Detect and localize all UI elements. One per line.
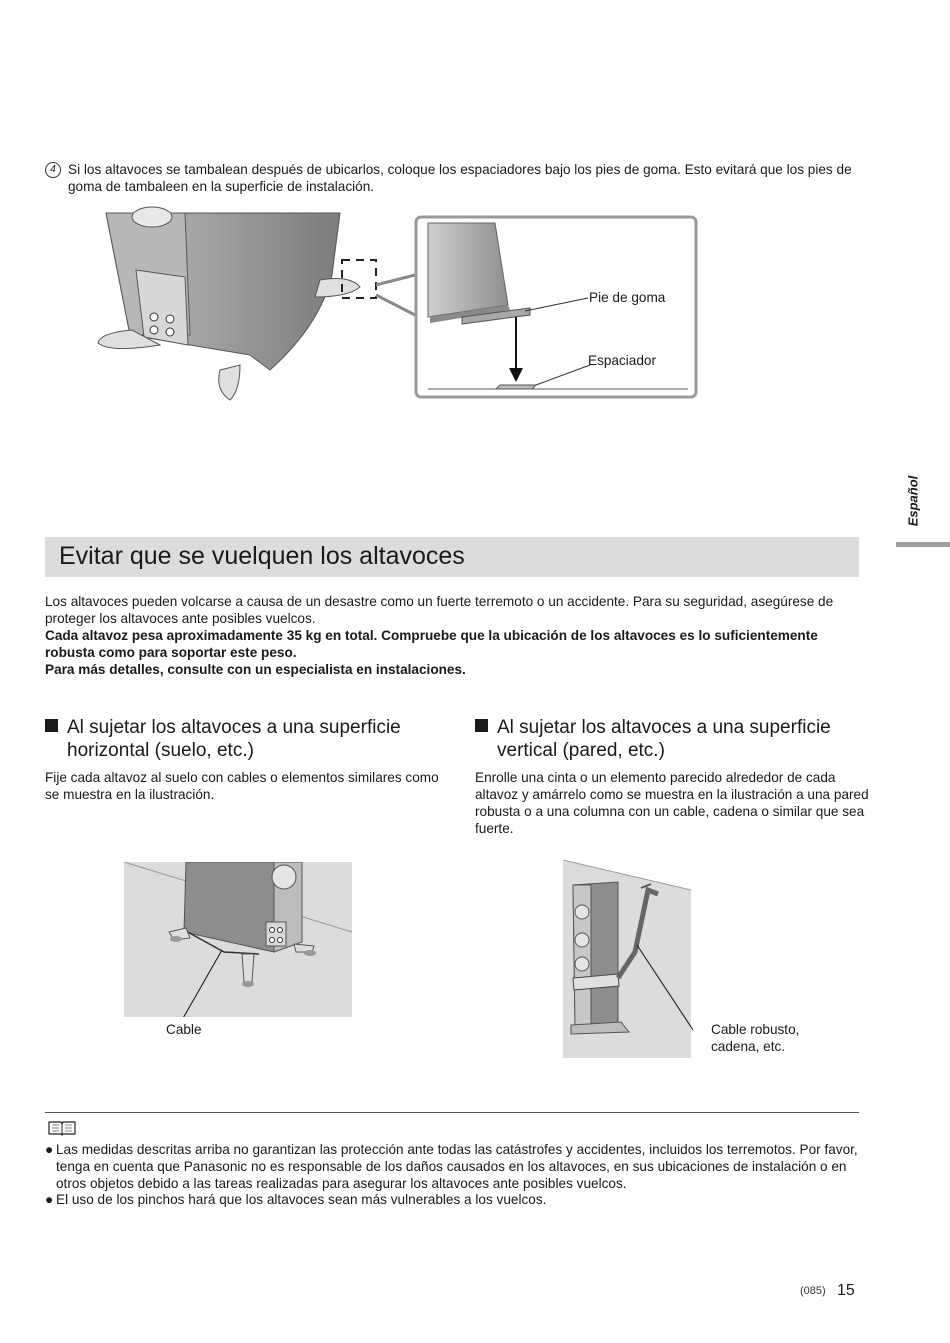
horizontal-heading-line1: Al sujetar los altavoces a una superficie [67, 717, 401, 738]
note-text: Las medidas descritas arriba no garantizan las protección ante todas las catástrofes y accidentes, incluidos los terremotos. Por favor, tenga en cuenta que Panasonic no es responsable de los daños causados en los altavoces, en sus ubicaciones de instalación o en otros objetos debido a las tareas realizadas para asegurar los altavoces ante posibles vuelcos. [56, 1142, 858, 1191]
strong-cable-callout-line2: cadena, etc. [711, 1039, 786, 1054]
square-bullet-icon [475, 719, 488, 732]
weight-warning: Cada altavoz pesa aproximadamente 35 kg en total. Compruebe que la ubicación de los altavoces es lo suficientemente robusta como para soportar este peso. [45, 628, 818, 660]
step-4-text: Si los altavoces se tambalean después de ubicarlos, coloque los espaciadores bajo los pies de goma. Esto evitará que los pies de goma de tambaleen en la superficie de instalación. [68, 162, 852, 194]
note-item [45, 1191, 865, 1208]
strong-cable-callout-line1: Cable robusto, [711, 1022, 800, 1037]
step-number: 4 [45, 162, 61, 178]
details-note: Para más detalles, consulte con un especialista en instalaciones. [45, 662, 466, 677]
page-code: (085) [800, 1285, 826, 1297]
note-item [45, 1141, 865, 1192]
vertical-heading-line2: vertical (pared, etc.) [497, 740, 665, 761]
vertical-heading-line1: Al sujetar los altavoces a una superficie [497, 717, 831, 738]
strong-cable-callout [711, 1021, 799, 1055]
side-tab-marker [896, 542, 950, 547]
book-icon [47, 1120, 77, 1136]
step-4 [45, 161, 860, 195]
cable-callout: Cable [166, 1022, 202, 1037]
speaker-foot-illustration [70, 205, 710, 410]
intro-text: Los altavoces pueden volcarse a causa de un desastre como un fuerte terremoto o un accidente. Para su seguridad, asegúrese de proteger los altavoces ante posibles vuelcos. [45, 594, 834, 626]
vertical-body: Enrolle una cinta o un elemento parecido alrededor de cada altavoz y amárrelo como se muestra en la ilustración a una pared robusta o a una columna con un cable, cadena o similar que sea fuerte. [475, 770, 869, 836]
bullet-icon: ● [45, 1142, 54, 1157]
bullet-icon: ● [45, 1192, 54, 1207]
note-text: El uso de los pinchos hará que los altavoces sean más vulnerables a los vuelcos. [56, 1192, 547, 1207]
horizontal-body: Fije cada altavoz al suelo con cables o elementos similares como se muestra en la ilustración. [45, 770, 439, 802]
horizontal-heading-line2: horizontal (suelo, etc.) [67, 740, 254, 761]
notes-divider [45, 1112, 859, 1113]
vertical-heading [475, 716, 875, 762]
section-intro [45, 593, 860, 678]
side-tab [898, 470, 928, 532]
floor-cable-illustration [124, 862, 352, 1017]
side-tab-label: Español [905, 475, 921, 527]
label-spacer: Espaciador [588, 353, 657, 368]
label-rubber-foot: Pie de goma [589, 290, 666, 305]
square-bullet-icon [45, 719, 58, 732]
section-title: Evitar que se vuelquen los altavoces [59, 542, 465, 570]
page-number: 15 [837, 1282, 855, 1299]
horizontal-heading [45, 716, 445, 762]
wall-cable-illustration [563, 860, 693, 1060]
